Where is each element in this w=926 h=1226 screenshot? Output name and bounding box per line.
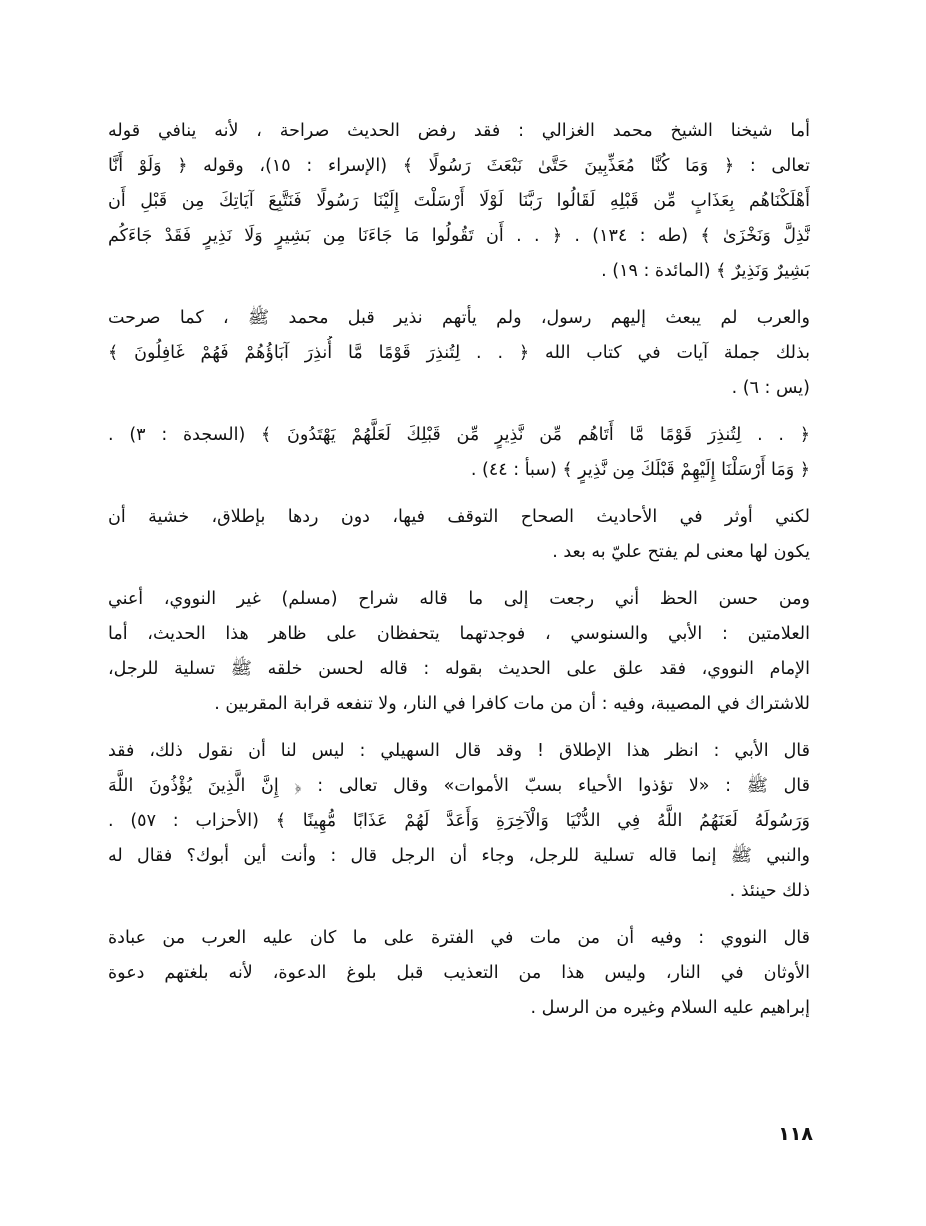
text-line: والعرب لم يبعث إليهم رسول، ولم يأتهم نذير قبل محمد ﷺ ، كما صرحت bbox=[108, 308, 810, 328]
text-line: العلامتين : الأبي والسنوسي ، فوجدتهما يتحفظان على ظاهر هذا الحديث، أما bbox=[108, 624, 810, 644]
text-line: ومن حسن الحظ أني رجعت إلى ما قاله شراح (مسلم) غير النووي، أعني bbox=[108, 589, 810, 609]
text-line: بَشِيرٌ وَنَذِيرٌ ﴾ (المائدة : ١٩) . bbox=[601, 261, 810, 281]
text-line: للاشتراك في المصيبة، وفيه : أن من مات كافرا في النار، ولا تنفعه قرابة المقربين . bbox=[214, 694, 810, 714]
text-line: نَّذِلَّ وَنَخْزَىٰ ﴾ (طه : ١٣٤) . ﴿ . . أَن تَقُولُوا مَا جَاءَنَا مِن بَشِيرٍ وَلَا نَذِيرٍ فَقَدْ جَاءَكُم bbox=[108, 226, 810, 246]
text-line: يكون لها معنى لم يفتح عليّ به بعد . bbox=[552, 542, 810, 562]
paragraph-ubbi-suhayli bbox=[108, 734, 810, 909]
text-line: وَرَسُولَهُ لَعَنَهُمُ اللَّهُ فِي الدُّنْيَا وَالْآخِرَةِ وَأَعَدَّ لَهُمْ عَذَابًا مُّهِينًا ﴾ (الأحزاب : ٥٧) . bbox=[108, 811, 810, 831]
paragraph-verses-sajda-saba bbox=[108, 418, 810, 488]
paragraph-arabs-no-messenger bbox=[108, 301, 810, 406]
paragraph-ghazali-rejection bbox=[108, 114, 810, 289]
text-line: قال ﷺ : «لا تؤذوا الأحياء بسبّ الأموات» وقال تعالى : ﴿ إِنَّ الَّذِينَ يُؤْذُونَ اللَّهَ bbox=[108, 776, 810, 796]
text-line: والنبي ﷺ إنما قاله تسلية للرجل، وجاء أن الرجل قال : وأنت أين أبوك؟ فقال له bbox=[108, 846, 810, 866]
text-line: ﴿ . . لِتُنذِرَ قَوْمًا مَّا أَتَاهُم مِّن نَّذِيرٍ مِّن قَبْلِكَ لَعَلَّهُمْ يَهْتَدُونَ ﴾ (السجدة : ٣) . bbox=[108, 425, 810, 445]
paragraph-nawawi-fatra bbox=[108, 921, 810, 1026]
page-number: ١١٨ bbox=[778, 1123, 813, 1145]
paragraph-commentators bbox=[108, 582, 810, 722]
text-line: الأوثان في النار، وليس هذا من التعذيب قبل بلوغ الدعوة، لأنه بلغتهم دعوة bbox=[108, 963, 810, 983]
paragraph-author-opinion bbox=[108, 500, 810, 570]
text-line: (يس : ٦) . bbox=[731, 378, 810, 398]
text-line: لكني أوثر في الأحاديث الصحاح التوقف فيها، دون ردها بإطلاق، خشية أن bbox=[108, 507, 810, 527]
text-line: ذلك حينئذ . bbox=[729, 881, 810, 901]
text-line: أما شيخنا الشيخ محمد الغزالي : فقد رفض الحديث صراحة ، لأنه ينافي قوله bbox=[108, 121, 810, 141]
text-line: قال الأبي : انظر هذا الإطلاق ! وقد قال السهيلي : ليس لنا أن نقول ذلك، فقد bbox=[108, 741, 810, 761]
text-line: إبراهيم عليه السلام وغيره من الرسل . bbox=[530, 998, 810, 1018]
text-line: ﴿ وَمَا أَرْسَلْنَا إِلَيْهِمْ قَبْلَكَ مِن نَّذِيرٍ ﴾ (سبأ : ٤٤) . bbox=[470, 460, 810, 480]
page-body bbox=[108, 114, 810, 1038]
text-line: الإمام النووي، فقد علق على الحديث بقوله : قاله لحسن خلقه ﷺ تسلية للرجل، bbox=[108, 659, 810, 679]
text-line: أَهْلَكْنَاهُم بِعَذَابٍ مِّن قَبْلِهِ لَقَالُوا رَبَّنَا لَوْلَا أَرْسَلْتَ إِلَيْنَا رَسُولًا فَنَتَّبِعَ آيَاتِكَ مِن قَبْلِ أَن bbox=[108, 191, 810, 211]
text-line: تعالى : ﴿ وَمَا كُنَّا مُعَذِّبِينَ حَتَّىٰ نَبْعَثَ رَسُولًا ﴾ (الإسراء : ١٥)، وقوله ﴿ وَلَوْ أَنَّا bbox=[108, 156, 810, 176]
text-line: بذلك جملة آيات في كتاب الله ﴿ . . لِتُنذِرَ قَوْمًا مَّا أُنذِرَ آبَاؤُهُمْ فَهُمْ غَافِلُونَ ﴾ bbox=[108, 343, 810, 363]
text-line: قال النووي : وفيه أن من مات في الفترة على ما كان عليه العرب من عبادة bbox=[108, 928, 810, 948]
